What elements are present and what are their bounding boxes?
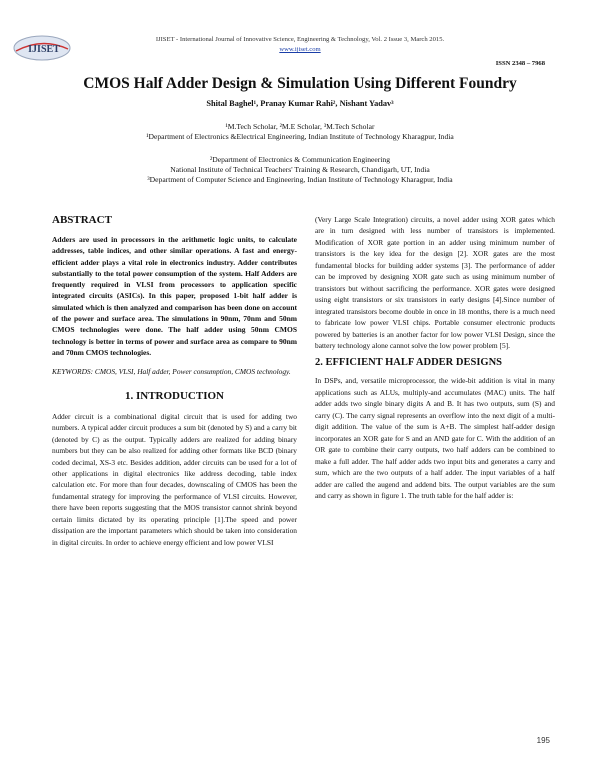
abstract-heading: ABSTRACT	[52, 214, 112, 226]
introduction-continuation: (Very Large Scale Integration) circuits, a novel adder using XOR gates which are in turn designed with less number of transistors is implemented. Modification of XOR gate portion in an adder using minimum number of transistors is the key idea for the design [2]. XOR gates are the most fundamental blocks for building adder systems [3]. The performance of adder can be improved by designing XOR gate such as using minimum number of transistors but without sacrificing the performance. XOR gates were designed using eight transistors or six transistors in early designs [4].Since number of integrated transistors become double in once in 18 months, there is a much need to fabricate low power VLSI chips. Portable consumer electronic products powered by batteries is an another factor for low power VLSI Design, since the battery technology alone cannot solve the low power problem [5].	[315, 215, 555, 350]
affiliation-3: ³Department of Computer Science and Engineering, Indian Institute of Technology Kharagpur, India	[147, 175, 453, 184]
affiliation-2-inst: National Institute of Technical Teachers' Training & Research, Chandigarh, UT, India	[170, 165, 430, 174]
journal-citation: IJISET - International Journal of Innovative Science, Engineering & Technology, Vol. 2 Issue 3, March 2015.	[155, 36, 445, 43]
journal-website-line	[0, 46, 600, 53]
paper-title: CMOS Half Adder Design & Simulation Using Different Foundry	[83, 75, 517, 92]
introduction-text: Adder circuit is a combinational digital circuit that is used for adding two numbers. A typical adder circuit produces a sum bit (denoted by S) and a carry bit (denoted by C) as the output. Typically adders are realized for adding binary numbers but they can be also realized for adding other formats like BCD (binary coded decimal, XS-3 etc. Besides addition, adder circuits can be used for a lot of other applications in digital electronics like address decoding, table index calculation etc. For more than four decades, downscaling of CMOS has been the fundamental strategy for improving the performance of VLSI circuits. However, there have been reports suggesting that the MOS transistor cannot shrink beyond certain limits dictated by its operating principle [1].The speed and power dissipation are the important parameters which should be taken into consideration in digital circuits. In order to achieve energy efficient and low power VLSI	[52, 411, 297, 547]
affiliation-roles: ¹M.Tech Scholar, ²M.E Scholar, ³M.Tech Scholar	[225, 122, 375, 131]
author-list: Shital Baghel¹, Pranay Kumar Rahi², Nishant Yadav³	[206, 99, 394, 108]
introduction-heading: 1. INTRODUCTION	[124, 389, 224, 402]
journal-website-link[interactable]: www.ijiset.com	[279, 46, 321, 53]
issn: ISSN 2348 – 7968	[495, 60, 545, 67]
right-column	[315, 214, 555, 501]
page-number: 195	[536, 736, 550, 745]
abstract-text: Adders are used in processors in the arithmetic logic units, to calculate addresses, table indices, and other similar operations. A fast and energy-efficient adder plays a vital role in electronics industry. Adder contributes substantially to the total power consumption of the system. Half Adders are frequently required in VLSI from processors to application specific integrated circuits (ASICs). In this paper, proposed 1-bit half adder is simulated which is then analyzed and comparison has been done on account of the power and surface area. The simulations in 90nm, 70nm and 50nm CMOS technologies were done. The half adder using 50nm CMOS technology is better in terms of power and surface area as compare to 90nm and 70nm CMOS technologies.	[52, 235, 297, 357]
affiliation-1: ¹Department of Electronics &Electrical Engineering, Indian Institute of Technology Kharagpur, India	[146, 132, 454, 141]
affiliation-2-dept: ²Department of Electronics & Communication Engineering	[209, 155, 391, 164]
left-column	[52, 214, 297, 548]
section2-text: In DSPs, and, versatile microprocessor, the wide-bit addition is vital in many applications such as ALUs, multiply-and accumulates (MAC) units. The half adder adds two single binary digits A and B. It has two outputs, sum (S) and carry (C). The carry signal represents an overflow into the next digit of a multi-digit addition. The value of the sum is A+B. The simplest half-adder design incorporates an XOR gate for S and an AND gate for C. With the addition of an OR gate to combine their carry outputs, two half adders can be combined to make a full adder. The half adder adds two input bits and generates a carry and sum, which are the two outputs of a half adder. The input variables of a half adder are called the augend and addend bits. The output variables are the sum and carry as shown in figure 1. The truth table for the half adder is:	[315, 376, 555, 500]
section2-heading: 2. EFFICIENT HALF ADDER DESIGNS	[315, 357, 502, 369]
svg-text:IJISET: IJISET	[28, 44, 60, 55]
keywords: KEYWORDS: CMOS, VLSI, Half adder, Power consumption, CMOS technology.	[52, 367, 291, 377]
